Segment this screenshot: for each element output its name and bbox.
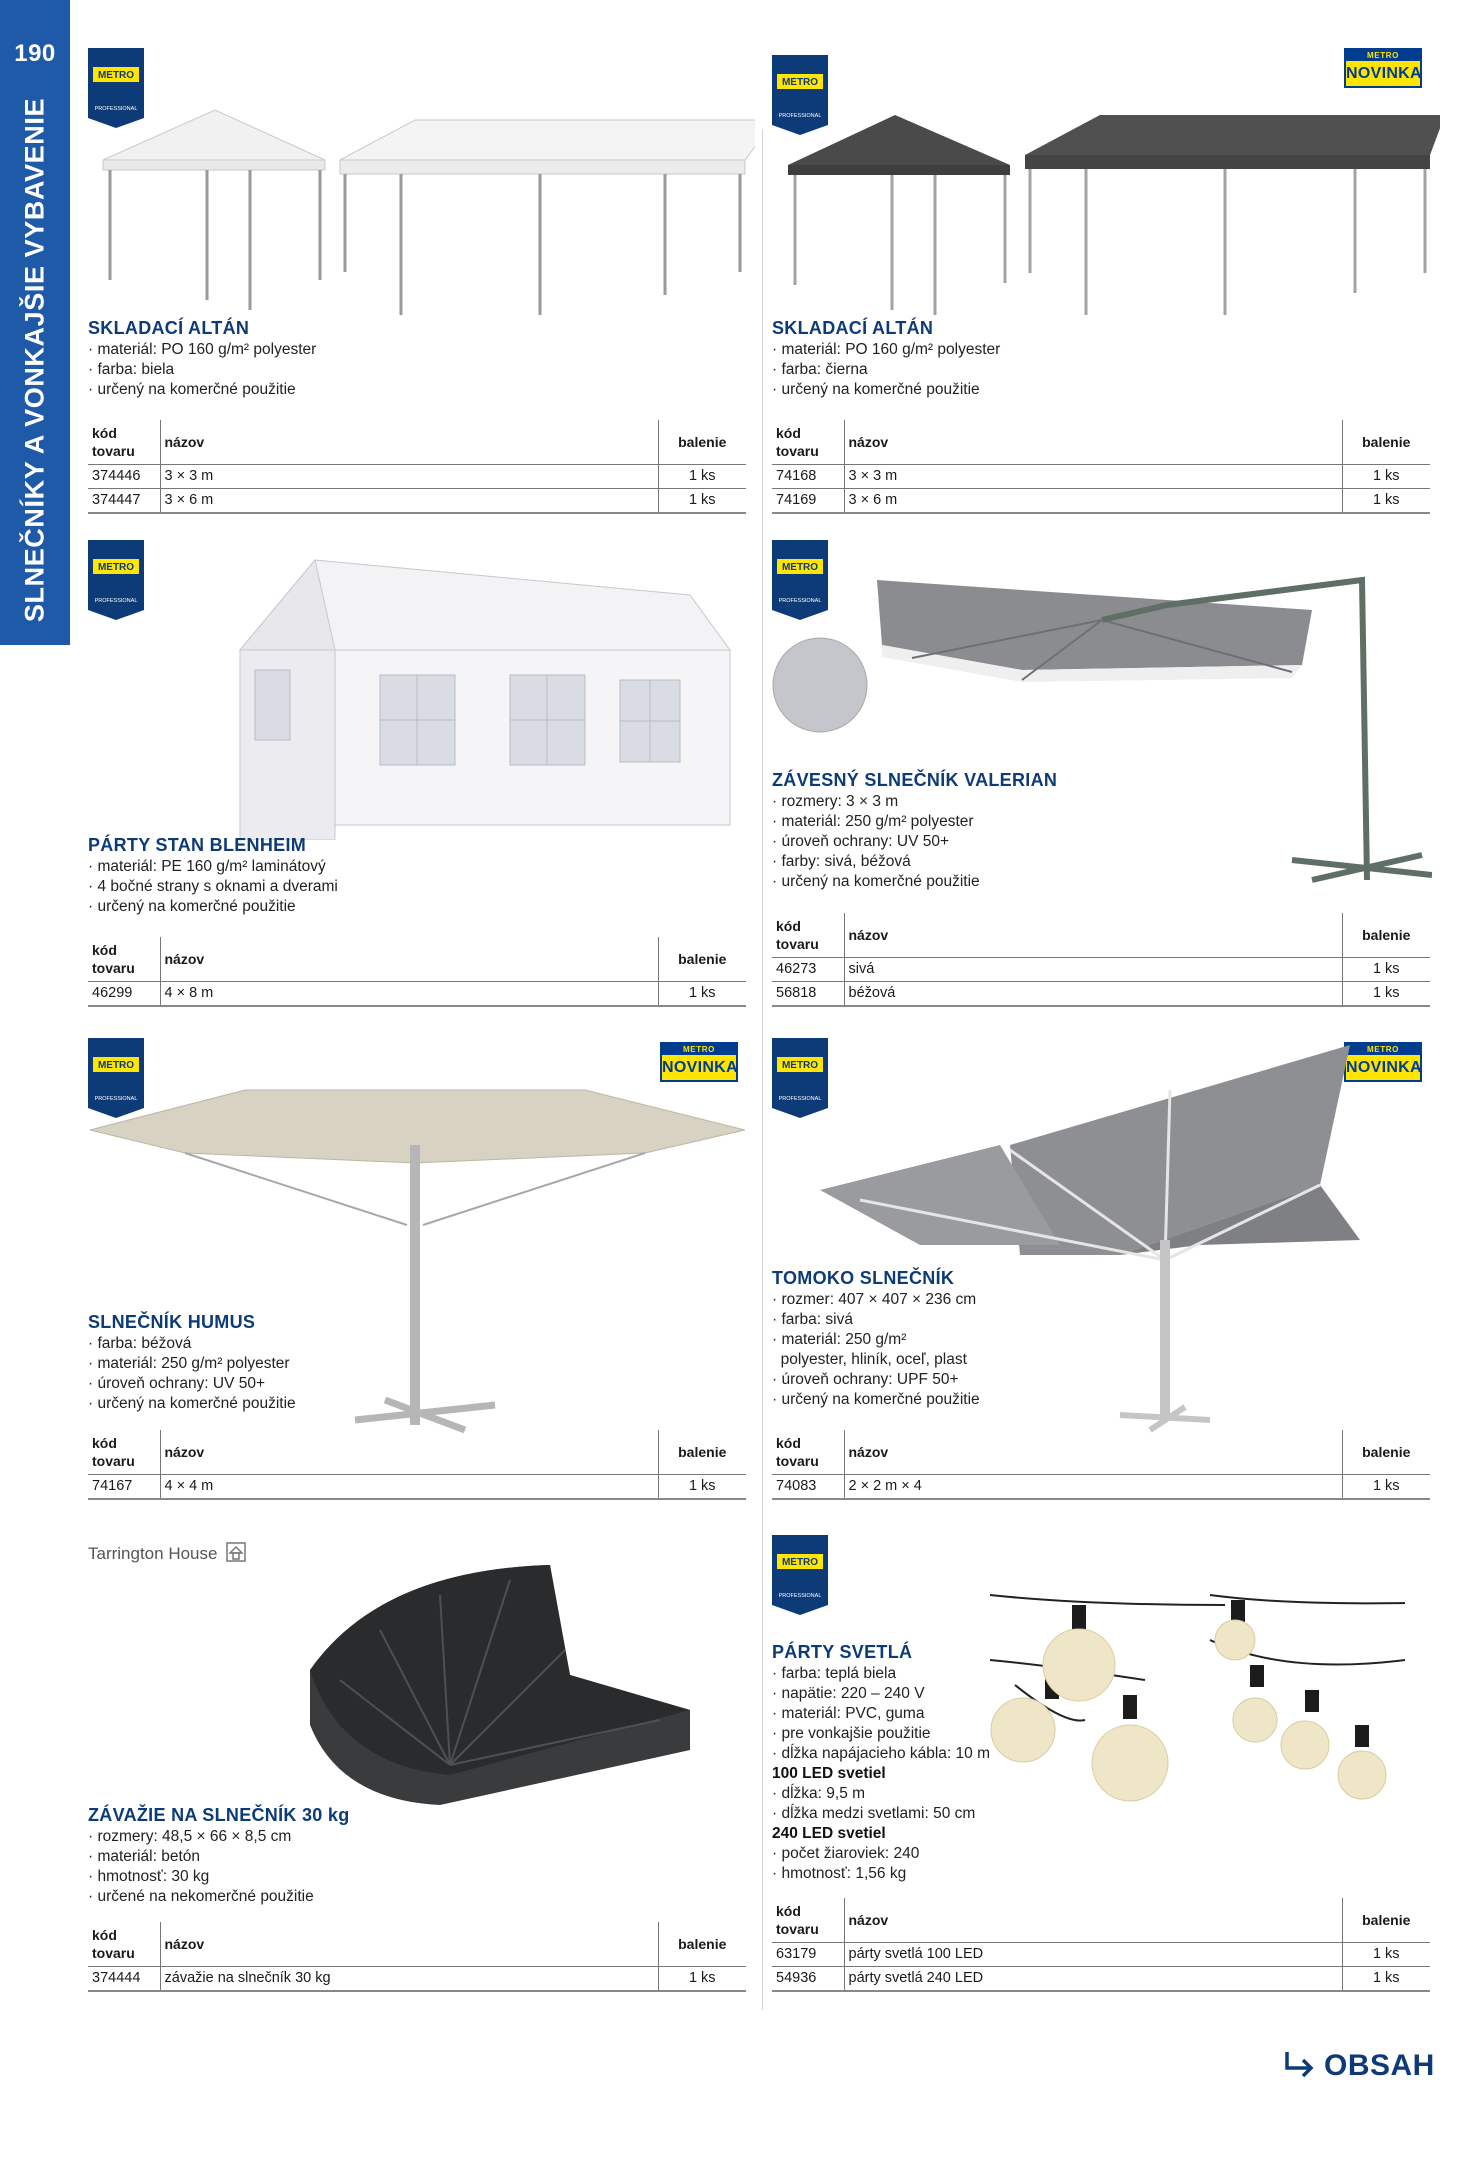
header-nazov: názov (160, 1922, 658, 1966)
feature-item: · hmotnosť: 30 kg (88, 1868, 210, 1885)
product-table (772, 1898, 1430, 1992)
cell-kod: 46299 (88, 981, 160, 1006)
table-row (772, 1966, 1430, 1991)
feature-item: · 4 bočné strany s oknami a dverami (88, 878, 338, 895)
return-arrow-icon (1282, 2048, 1318, 2084)
feature-item: · úroveň ochrany: UPF 50+ (772, 1371, 959, 1388)
cell-balenie: 1 ks (658, 1966, 746, 1991)
cell-nazov: 2 × 2 m × 4 (844, 1474, 1342, 1499)
product-title: SLNEČNÍK HUMUS (88, 1312, 256, 1332)
metro-logo-text: METRO (781, 77, 819, 88)
product-table (772, 913, 1430, 1007)
cell-kod: 63179 (772, 1942, 844, 1966)
metro-logo-subtext: PROFESSIONAL (778, 113, 822, 119)
cell-kod: 46273 (772, 957, 844, 981)
metro-logo-subtext: PROFESSIONAL (778, 1593, 822, 1599)
product-features (88, 857, 338, 917)
cell-kod: 74169 (772, 488, 844, 513)
cell-kod: 56818 (772, 981, 844, 1006)
product-features (772, 792, 980, 892)
cell-balenie: 1 ks (658, 464, 746, 488)
header-kod: kód tovaru (772, 913, 844, 957)
obsah-link[interactable] (1282, 2048, 1435, 2084)
product-features (88, 1827, 314, 1907)
feature-item: · farba: biela (88, 361, 175, 378)
cell-nazov: 3 × 3 m (160, 464, 658, 488)
header-nazov: názov (160, 937, 658, 981)
header-nazov: názov (844, 913, 1342, 957)
feature-item: · materiál: 250 g/m² (772, 1331, 907, 1348)
product-title: SKLADACÍ ALTÁN (772, 318, 934, 338)
product-features (772, 1290, 980, 1410)
cell-balenie: 1 ks (658, 488, 746, 513)
metro-logo-text: METRO (97, 70, 135, 81)
metro-logo-subtext: PROFESSIONAL (94, 598, 138, 604)
header-balenie: balenie (1342, 420, 1430, 464)
cell-balenie: 1 ks (658, 981, 746, 1006)
header-balenie: balenie (658, 937, 746, 981)
feature-item: · materiál: PO 160 g/m² polyester (772, 341, 1001, 358)
obsah-label[interactable]: OBSAH (1324, 2049, 1435, 2082)
header-kod: kód tovaru (88, 420, 160, 464)
cell-nazov: béžová (844, 981, 1342, 1006)
product-title: TOMOKO SLNEČNÍK (772, 1268, 955, 1288)
feature-item: · materiál: PVC, guma (772, 1705, 925, 1722)
novinka-badge-label: NOVINKA (662, 1059, 738, 1076)
product-title: ZÁVESNÝ SLNEČNÍK VALERIAN (772, 770, 1058, 790)
page-number: 190 (14, 40, 56, 67)
feature-item: · hmotnosť: 1,56 kg (772, 1865, 907, 1882)
header-nazov: názov (160, 420, 658, 464)
cell-nazov: párty svetlá 240 LED (844, 1966, 1342, 1991)
header-kod: kód tovaru (772, 1898, 844, 1942)
product-title: ZÁVAŽIE NA SLNEČNÍK 30 kg (88, 1805, 350, 1825)
novinka-badge-label: NOVINKA (1346, 1059, 1422, 1076)
party-lights-image (985, 1585, 1405, 1820)
header-balenie: balenie (1342, 913, 1430, 957)
feature-item: · rozmery: 48,5 × 66 × 8,5 cm (88, 1828, 292, 1845)
metro-logo-subtext: PROFESSIONAL (778, 1096, 822, 1102)
product-title: SKLADACÍ ALTÁN (88, 318, 250, 338)
header-nazov: názov (844, 1898, 1342, 1942)
feature-item: · pre vonkajšie použitie (772, 1725, 931, 1742)
table-row (88, 981, 746, 1006)
header-kod: kód tovaru (88, 1430, 160, 1474)
table-row (88, 488, 746, 513)
feature-item: · určený na komerčné použitie (772, 381, 980, 398)
table-row (772, 1474, 1430, 1499)
feature-item: · úroveň ochrany: UV 50+ (772, 833, 950, 850)
table-row (772, 464, 1430, 488)
feature-item: · úroveň ochrany: UV 50+ (88, 1375, 266, 1392)
header-nazov: názov (844, 420, 1342, 464)
feature-item: · farba: teplá biela (772, 1665, 897, 1682)
product-title: PÁRTY SVETLÁ (772, 1642, 913, 1662)
metro-logo-text: METRO (97, 562, 135, 573)
header-nazov: názov (844, 1430, 1342, 1474)
header-balenie: balenie (658, 1922, 746, 1966)
variant-heading: 240 LED svetiel (772, 1825, 886, 1842)
cell-nazov: 3 × 3 m (844, 464, 1342, 488)
metro-professional-logo (772, 1535, 828, 1615)
product-title: PÁRTY STAN BLENHEIM (88, 835, 307, 855)
novinka-badge-label: NOVINKA (1346, 65, 1422, 82)
metro-professional-logo (88, 540, 144, 620)
cell-kod: 374446 (88, 464, 160, 488)
header-kod: kód tovaru (88, 1922, 160, 1966)
product-table (772, 420, 1430, 514)
table-row (772, 981, 1430, 1006)
cell-kod: 74168 (772, 464, 844, 488)
feature-item: · rozmery: 3 × 3 m (772, 793, 899, 810)
metro-logo-subtext: PROFESSIONAL (94, 106, 138, 112)
feature-item: · farby: sivá, béžová (772, 853, 911, 870)
cell-nazov: 4 × 4 m (160, 1474, 658, 1499)
product-table (88, 420, 746, 514)
table-row (772, 1942, 1430, 1966)
variant-heading: 100 LED svetiel (772, 1765, 886, 1782)
header-kod: kód tovaru (772, 1430, 844, 1474)
feature-item: · farba: béžová (88, 1335, 192, 1352)
feature-item: polyester, hliník, oceľ, plast (772, 1351, 967, 1368)
header-nazov: názov (160, 1430, 658, 1474)
black-gazebo-image (780, 105, 1440, 320)
header-kod: kód tovaru (88, 937, 160, 981)
product-table (772, 1430, 1430, 1500)
product-table (88, 1922, 746, 1992)
metro-logo-text: METRO (781, 562, 819, 573)
cell-nazov: 4 × 8 m (160, 981, 658, 1006)
cell-nazov: 3 × 6 m (160, 488, 658, 513)
feature-item: · určený na komerčné použitie (88, 898, 296, 915)
cell-kod: 74167 (88, 1474, 160, 1499)
feature-item: · farba: sivá (772, 1311, 853, 1328)
feature-item: · materiál: PE 160 g/m² laminátový (88, 858, 326, 875)
product-table (88, 1430, 746, 1500)
feature-item: · určený na komerčné použitie (772, 873, 980, 890)
feature-item: · materiál: PO 160 g/m² polyester (88, 341, 317, 358)
feature-item: · materiál: betón (88, 1848, 200, 1865)
feature-item: · určené na nekomerčné použitie (88, 1888, 314, 1905)
feature-item: · určený na komerčné použitie (772, 1391, 980, 1408)
metro-logo-text: METRO (781, 1557, 819, 1568)
product-features (88, 1334, 296, 1414)
cell-balenie: 1 ks (1342, 957, 1430, 981)
novinka-badge-top: METRO (1346, 1044, 1420, 1055)
party-tent-image (220, 555, 740, 840)
cell-balenie: 1 ks (1342, 1942, 1430, 1966)
cell-nazov: 3 × 6 m (844, 488, 1342, 513)
header-balenie: balenie (1342, 1430, 1430, 1474)
feature-item: · materiál: 250 g/m² polyester (88, 1355, 290, 1372)
cell-balenie: 1 ks (1342, 1966, 1430, 1991)
metro-logo-text: METRO (97, 1060, 135, 1071)
section-title: SLNEČNÍKY A VONKAJŠIE VYBAVENIE (19, 97, 50, 623)
feature-item: · dĺžka napájacieho kábla: 10 m (772, 1745, 990, 1762)
product-features (88, 340, 316, 400)
cell-kod: 74083 (772, 1474, 844, 1499)
header-balenie: balenie (1342, 1898, 1430, 1942)
brand-name: Tarrington House (88, 1544, 218, 1563)
column-divider (762, 130, 763, 2010)
table-row (88, 464, 746, 488)
cell-kod: 374447 (88, 488, 160, 513)
cell-nazov: párty svetlá 100 LED (844, 1942, 1342, 1966)
feature-item: · farba: čierna (772, 361, 868, 378)
novinka-badge (1344, 48, 1422, 88)
feature-item: · rozmer: 407 × 407 × 236 cm (772, 1291, 977, 1308)
feature-item: · určený na komerčné použitie (88, 1395, 296, 1412)
table-row (772, 488, 1430, 513)
feature-item: · materiál: 250 g/m² polyester (772, 813, 974, 830)
product-features (772, 1664, 990, 1884)
metro-logo-subtext: PROFESSIONAL (94, 1096, 138, 1102)
header-balenie: balenie (658, 420, 746, 464)
feature-item: · napätie: 220 – 240 V (772, 1685, 925, 1702)
house-icon (226, 1542, 246, 1562)
header-kod: kód tovaru (772, 420, 844, 464)
feature-item: · dĺžka medzi svetlami: 50 cm (772, 1805, 976, 1822)
cell-balenie: 1 ks (1342, 488, 1430, 513)
table-row (772, 957, 1430, 981)
cell-kod: 374444 (88, 1966, 160, 1991)
cell-balenie: 1 ks (1342, 981, 1430, 1006)
cell-balenie: 1 ks (658, 1474, 746, 1499)
cell-nazov: sivá (844, 957, 1342, 981)
product-table (88, 937, 746, 1007)
feature-item: · dĺžka: 9,5 m (772, 1785, 866, 1802)
cell-balenie: 1 ks (1342, 464, 1430, 488)
header-balenie: balenie (658, 1430, 746, 1474)
tarrington-house-brand (88, 1542, 246, 1564)
cell-balenie: 1 ks (1342, 1474, 1430, 1499)
umbrella-base-image (300, 1560, 690, 1810)
product-features (772, 340, 1000, 400)
white-gazebo-image (95, 100, 755, 320)
feature-item: · počet žiaroviek: 240 (772, 1845, 920, 1862)
table-row (88, 1966, 746, 1991)
feature-item: · určený na komerčné použitie (88, 381, 296, 398)
novinka-badge-top: METRO (662, 1044, 736, 1055)
novinka-badge-top: METRO (1346, 50, 1420, 61)
cell-kod: 54936 (772, 1966, 844, 1991)
metro-logo-text: METRO (781, 1060, 819, 1071)
cell-nazov: závažie na slnečník 30 kg (160, 1966, 658, 1991)
metro-logo-subtext: PROFESSIONAL (778, 598, 822, 604)
table-row (88, 1474, 746, 1499)
